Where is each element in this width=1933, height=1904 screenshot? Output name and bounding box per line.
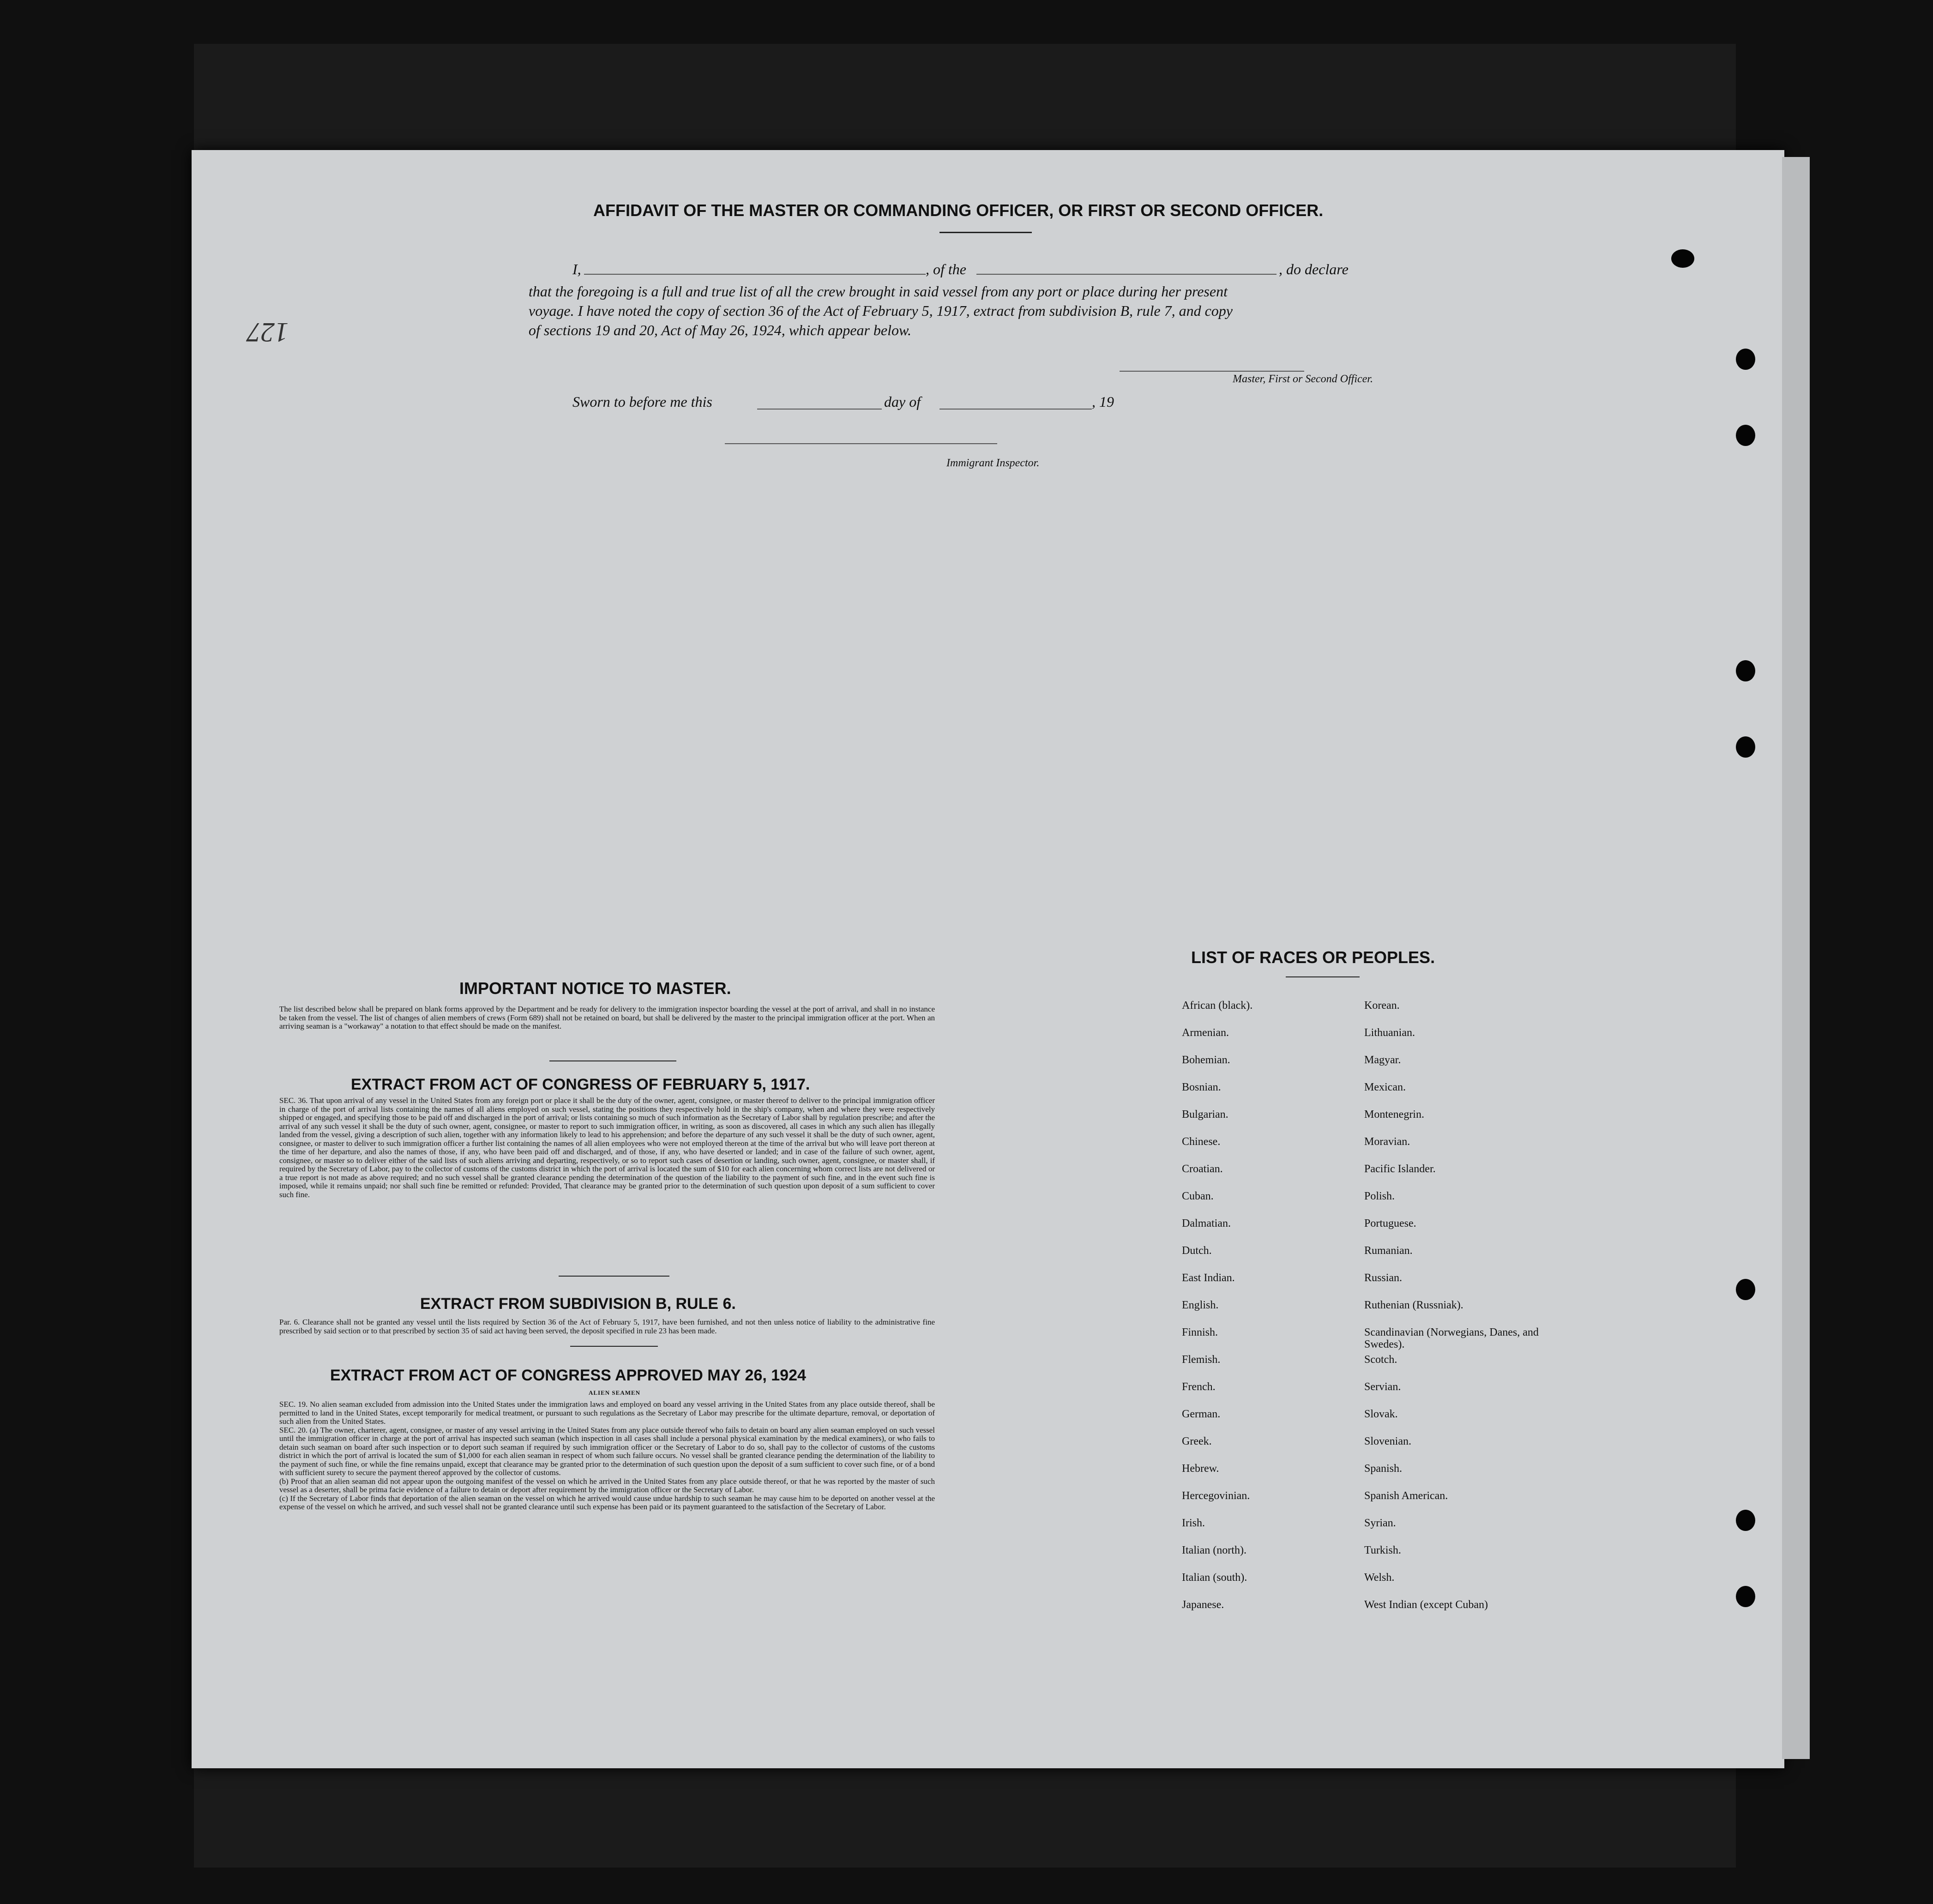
year-label: , 19	[1092, 393, 1114, 410]
race-item: Greek.	[1182, 1435, 1212, 1447]
race-item: French.	[1182, 1381, 1216, 1393]
extract-1917-heading: EXTRACT FROM ACT OF CONGRESS OF FEBRUARY 5, 1917.	[351, 1076, 810, 1093]
race-item: Cuban.	[1182, 1190, 1214, 1202]
race-item: Portuguese.	[1364, 1217, 1416, 1229]
race-item: Scotch.	[1364, 1354, 1397, 1366]
day-of-label: day of	[884, 393, 921, 410]
race-item: Finnish.	[1182, 1326, 1218, 1338]
race-item: Croatian.	[1182, 1163, 1223, 1175]
race-item: German.	[1182, 1408, 1221, 1420]
race-item: Hercegovinian.	[1182, 1490, 1250, 1502]
races-heading: LIST OF RACES OR PEOPLES.	[1191, 948, 1435, 967]
alien-seamen-subheading: ALIEN SEAMEN	[589, 1389, 641, 1396]
sec-20b-text: (b) Proof that an alien seaman did not appear upon the outgoing manifest of the vessel on which he arrived in the United States from any place outside thereof, or that he was reported by the master of such vessel as a deserter, shall be prima facie evidence of a failure to detain or deport after requirement by the immigration officer or the Secretary of Labor.	[279, 1476, 935, 1494]
race-item: Japanese.	[1182, 1599, 1224, 1611]
of-the-label: , of the	[926, 261, 966, 277]
race-item: English.	[1182, 1299, 1219, 1311]
sworn-month-blank[interactable]	[939, 409, 1092, 410]
race-item: Italian (north).	[1182, 1544, 1247, 1556]
race-item: Flemish.	[1182, 1354, 1221, 1366]
rule-6-rule	[570, 1346, 658, 1347]
punch-hole	[1736, 349, 1755, 370]
punch-hole	[1736, 1510, 1755, 1531]
race-item: Syrian.	[1364, 1517, 1396, 1529]
race-item: African (black).	[1182, 1000, 1253, 1012]
i-label: I,	[572, 261, 581, 277]
sec-19-text: SEC. 19. No alien seaman excluded from admission into the United States under the immigration laws and employed on board any vessel arriving in the United States from any place outside thereof, shall be permitted to land in the United States, except temporarily for medical treatment, or pursuant to such regulations as the Secretary of Labor may prescribe for the ultimate departure, removal, or deportation of such alien from the United States.	[279, 1400, 935, 1426]
inspector-signature-line[interactable]	[725, 443, 997, 444]
sec-20a-text: SEC. 20. (a) The owner, charterer, agent, consignee, or master of any vessel arriving in the United States from any place outside thereof who fails to detain on board any alien seaman employed on such vessel until the immigration officer in charge at the port of arrival has inspected such seaman (which inspection in all cases shall include a personal physical examination by the medical examiners), or who fails to detain such seaman on board after such inspection or to deport such seaman if required by such immigration officer or the Secretary of Labor to do so, shall pay to the collector of customs of the customs district in which the port of arrival is located the sum of $1,000 for each alien seaman in respect of whom such failure occurs. No vessel shall be granted clearance pending the determination of the liability to the payment of such fine, or while the fine remains unpaid, except that clearance may be granted prior to the determination of such question upon the deposit of a sum sufficient to cover such fine, or of a bond with sufficient surety to secure the payment thereof approved by the collector of customs.	[279, 1425, 935, 1477]
master-signature-line[interactable]	[1120, 371, 1304, 372]
inspector-label: Immigrant Inspector.	[946, 457, 1040, 469]
race-item: Bulgarian.	[1182, 1109, 1228, 1121]
sworn-label: Sworn to before me this	[572, 393, 712, 410]
punch-hole	[1736, 736, 1755, 758]
master-signature-label: Master, First or Second Officer.	[1233, 373, 1373, 385]
race-item: Ruthenian (Russniak).	[1364, 1299, 1463, 1311]
punch-hole	[1736, 425, 1755, 446]
race-item: Russian.	[1364, 1272, 1403, 1284]
race-item: Servian.	[1364, 1381, 1401, 1393]
extract-1924-heading: EXTRACT FROM ACT OF CONGRESS APPROVED MAY 26, 1924	[330, 1367, 806, 1384]
race-item: Pacific Islander.	[1364, 1163, 1436, 1175]
race-item: Polish.	[1364, 1190, 1395, 1202]
race-item: Korean.	[1364, 1000, 1400, 1012]
race-item: Italian (south).	[1182, 1572, 1247, 1584]
race-item: Armenian.	[1182, 1027, 1229, 1039]
name-blank[interactable]	[584, 274, 926, 275]
races-right-column	[1364, 1000, 1549, 1784]
declaration-line-1: that the foregoing is a full and true list of all the crew brought in said vessel from any port or place during her present	[529, 283, 1228, 300]
race-item: Dalmatian.	[1182, 1217, 1231, 1229]
race-item: Turkish.	[1364, 1544, 1401, 1556]
notice-text: The list described below shall be prepared on blank forms approved by the Department and be ready for delivery to the immigration inspector boarding the vessel at the port of arrival, and shall in no instance be taken from the vessel. The list of changes of alien members of crews (Form 689) shall not be retained on board, but shall be delivered by the master to the principal immigration officer at the port. When an arriving seaman is a "workaway" a notation to that effect should be made on the manifest.	[279, 1005, 935, 1030]
notice-rule	[549, 1060, 676, 1061]
race-item: Moravian.	[1364, 1136, 1410, 1148]
punch-hole	[1671, 249, 1694, 268]
race-item: Mexican.	[1364, 1081, 1406, 1093]
race-item: Slovak.	[1364, 1408, 1398, 1420]
sworn-day-blank[interactable]	[757, 409, 882, 410]
race-item: Magyar.	[1364, 1054, 1401, 1066]
race-item: Bosnian.	[1182, 1081, 1221, 1093]
race-item: Scandinavian (Norwegians, Danes, and Swedes).	[1364, 1326, 1539, 1350]
rule-6-heading: EXTRACT FROM SUBDIVISION B, RULE 6.	[420, 1295, 736, 1313]
races-left-column	[1182, 1000, 1348, 1784]
race-item: Irish.	[1182, 1517, 1205, 1529]
race-item: Dutch.	[1182, 1245, 1212, 1257]
document-sheet	[192, 150, 1784, 1768]
declaration-line-3: of sections 19 and 20, Act of May 26, 1924, which appear below.	[529, 322, 911, 338]
race-item: Lithuanian.	[1364, 1027, 1415, 1039]
race-item: Montenegrin.	[1364, 1109, 1424, 1121]
race-item: Slovenian.	[1364, 1435, 1411, 1447]
race-item: Spanish.	[1364, 1463, 1403, 1475]
race-item: Spanish American.	[1364, 1490, 1448, 1502]
race-item: Welsh.	[1364, 1572, 1395, 1584]
race-item: Chinese.	[1182, 1136, 1221, 1148]
declaration-line-2: voyage. I have noted the copy of section 36 of the Act of February 5, 1917, extract from subdivision B, rule 7, and copy	[529, 302, 1233, 319]
punch-hole	[1736, 1586, 1755, 1607]
extract-1917-rule	[559, 1276, 669, 1277]
race-item: East Indian.	[1182, 1272, 1235, 1284]
extract-1924-body	[279, 1400, 935, 1512]
race-item: West Indian (except Cuban)	[1364, 1599, 1488, 1611]
do-declare-label: , do declare	[1279, 261, 1349, 277]
affidavit-heading: AFFIDAVIT OF THE MASTER OR COMMANDING OFFICER, OR FIRST OR SECOND OFFICER.	[593, 201, 1324, 220]
race-item: Bohemian.	[1182, 1054, 1230, 1066]
rule-6-text: Par. 6. Clearance shall not be granted any vessel until the lists required by Section 36 of the Act of February 5, 1917, have been furnished, and not then unless notice of liability to the administrative fine prescribed by said section or to that prescribed by section 35 of said act having been served, the deposit specified in rule 23 has been made.	[279, 1318, 935, 1335]
punch-hole	[1736, 660, 1755, 681]
sec-20c-text: (c) If the Secretary of Labor finds that deportation of the alien seaman on the vessel on which he arrived would cause undue hardship to such seaman he may cause him to be deported on another vessel at the expense of the vessel on which he arrived, and such vessel shall not be granted clearance until such expense has been paid or its payment guaranteed to the satisfaction of the Secretary of Labor.	[279, 1494, 935, 1511]
extract-1917-text: SEC. 36. That upon arrival of any vessel in the United States from any foreign port or place it shall be the duty of the owner, agent, consignee, or master thereof to deliver to the principal immigration officer in charge of the port of arrival lists containing the names of all aliens employed on such vessel, stating the positions they respectively hold in the ship's company, when and where they were respectively shipped or engaged, and specifying those to be paid off and discharged in the port of arrival; or lists containing so much of such information as the Secretary of Labor shall by regulation prescribe; and after the arrival of any such vessel it shall be the duty of such owner, agent, consignee, or master to report to such immigration officer, in writing, as soon as discovered, all cases in which any such alien has illegally landed from the vessel, giving a description of such alien, together with any information likely to lead to his apprehension; and before the departure of any such vessel it shall be the duty of such owner, agent, consignee, or master to deliver to such immigration officer a further list containing the names of all alien employees who were not employed thereon at the time of the arrival but who will leave port thereon at the time of her departure, and also the names of those, if any, who have been paid off and discharged, and of those, if any, who have deserted or landed; and in case of the failure of such owner, agent, consignee, or master so to deliver either of the said lists of such aliens arriving and departing, respectively, or so to report such cases of desertion or landing, such owner, agent, consignee, or master shall, if required by the Secretary of Labor, pay to the collector of customs of the customs district in which the port of arrival is located the sum of $10 for each alien concerning whom correct lists are not delivered or a true report is not made as above required; and no such vessel shall be granted clearance pending the determination of the question of the liability to the payment of such fine, and in the event such fine is imposed, while it remains unpaid; nor shall such fine be remitted or refunded: Provided, That clearance may be granted prior to the determination of such question upon deposit of a sum sufficient to cover such fine.	[279, 1096, 935, 1199]
race-item: Rumanian.	[1364, 1245, 1413, 1257]
affidavit-heading-rule	[939, 232, 1032, 233]
notice-heading: IMPORTANT NOTICE TO MASTER.	[459, 979, 731, 998]
punch-hole	[1736, 1279, 1755, 1300]
vessel-blank[interactable]	[976, 274, 1277, 275]
race-item: Hebrew.	[1182, 1463, 1219, 1475]
margin-note: 127	[247, 317, 289, 348]
binding-tab	[1782, 157, 1810, 1759]
races-heading-rule	[1286, 976, 1360, 977]
